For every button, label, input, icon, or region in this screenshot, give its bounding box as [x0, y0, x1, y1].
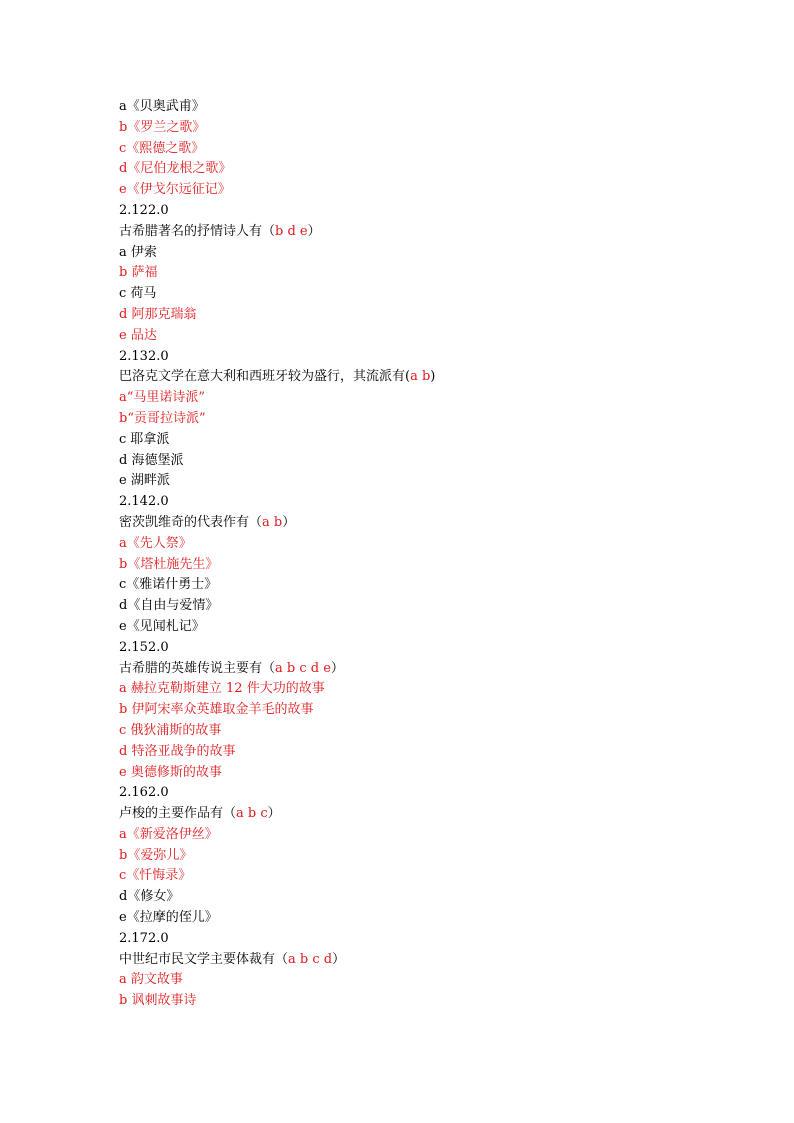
option-c: c 俄狄浦斯的故事	[119, 722, 222, 738]
option-d: d 特洛亚战争的故事	[119, 743, 236, 759]
question-text-end: ）	[267, 806, 281, 822]
option-e: e 品达	[119, 327, 157, 343]
question-number: 2.172.0	[119, 930, 169, 946]
question-text: 古希腊著名的抒情诗人有（	[119, 223, 276, 239]
option-b: b《塔杜施先生》	[119, 556, 219, 572]
question-text-end: ）	[332, 951, 346, 967]
option-c: c 荷马	[119, 286, 157, 302]
option-d: d《尼伯龙根之歌》	[119, 161, 232, 177]
answer-key: a b	[262, 514, 283, 530]
question-text-end: ）	[330, 660, 344, 676]
question-number: 2.122.0	[119, 202, 169, 218]
question-text: 卢梭的主要作品有（	[119, 806, 237, 822]
question-stem	[119, 659, 719, 680]
question-text: 密茨凯维奇的代表作有（	[119, 514, 263, 530]
question-text-end: )	[430, 369, 436, 385]
option-b: b 讽刺故事诗	[119, 993, 197, 1009]
question-stem	[119, 804, 719, 825]
option-d: d《修女》	[119, 889, 180, 905]
answer-key: a b c	[236, 806, 268, 822]
option-a: a《先人祭》	[119, 535, 192, 551]
option-b: b《罗兰之歌》	[119, 119, 206, 135]
document-page	[119, 97, 719, 1012]
option-b: b 伊阿宋率众英雄取金羊毛的故事	[119, 702, 314, 718]
option-d: d 海德堡派	[119, 452, 184, 468]
question-stem	[119, 222, 719, 243]
question-stem	[119, 950, 719, 971]
option-c: c《熙德之歌》	[119, 140, 205, 156]
question-number: 2.162.0	[119, 785, 169, 801]
question-stem	[119, 513, 719, 534]
question-number: 2.152.0	[119, 639, 169, 655]
option-d: d《自由与爱情》	[119, 598, 219, 614]
option-e: e 奥德修斯的故事	[119, 764, 222, 780]
question-number: 2.142.0	[119, 494, 169, 510]
question-text-end: ）	[307, 223, 321, 239]
option-b: b“贡哥拉诗派”	[119, 410, 206, 426]
option-a: a 伊索	[119, 244, 157, 260]
option-c: c 耶拿派	[119, 431, 170, 447]
option-a: a 赫拉克勒斯建立 12 件大功的故事	[119, 681, 325, 697]
question-text: 巴洛克文学在意大利和西班牙较为盛行，其流派有(	[119, 369, 411, 385]
option-e: e《见闻札记》	[119, 618, 205, 634]
option-a: a“马里诺诗派”	[119, 390, 206, 406]
answer-key: a b c d e	[275, 660, 331, 676]
option-e: e 湖畔派	[119, 473, 170, 489]
option-b: b 萨福	[119, 265, 158, 281]
option-a: a《贝奥武甫》	[119, 99, 205, 114]
question-stem	[119, 367, 719, 388]
question-text-end: ）	[282, 514, 296, 530]
option-a: a 韵文故事	[119, 972, 183, 988]
question-text: 中世纪市民文学主要体裁有（	[119, 951, 289, 967]
option-a: a《新爱洛伊丝》	[119, 826, 218, 842]
answer-key: b d e	[275, 223, 308, 239]
answer-key: a b	[410, 369, 431, 385]
option-e: e《拉摩的侄儿》	[119, 910, 218, 926]
option-e: e《伊戈尔远征记》	[119, 182, 231, 198]
question-number: 2.132.0	[119, 348, 169, 364]
option-d: d 阿那克瑞翁	[119, 306, 197, 322]
question-text: 古希腊的英雄传说主要有（	[119, 660, 276, 676]
answer-key: a b c d	[288, 951, 333, 967]
option-c: c《忏悔录》	[119, 868, 192, 884]
option-c: c《雅诺什勇士》	[119, 577, 218, 593]
option-b: b《爱弥儿》	[119, 847, 193, 863]
